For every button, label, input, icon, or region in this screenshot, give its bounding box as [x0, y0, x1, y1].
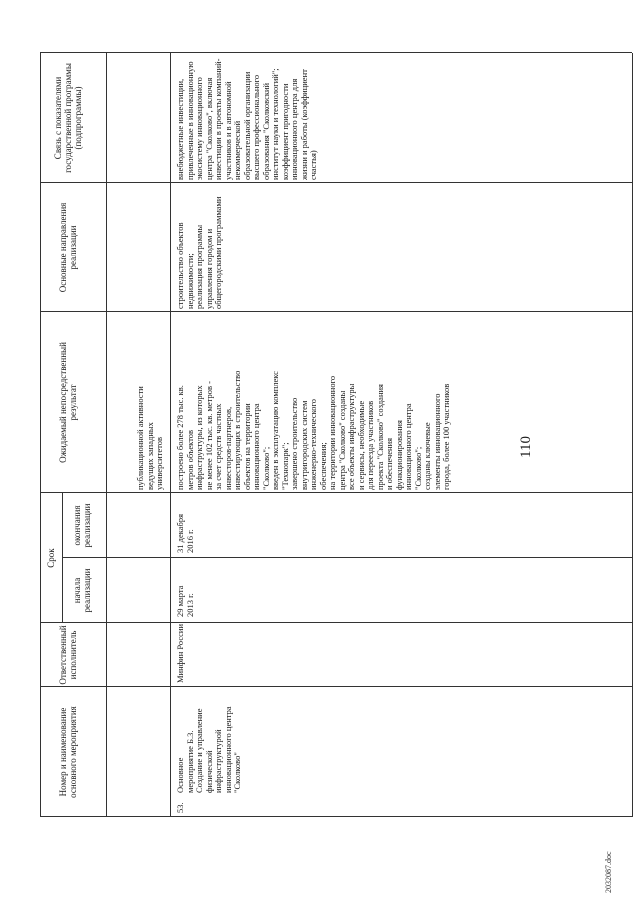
col-line-0 — [40, 816, 632, 817]
carryover-result: публикационной активности ведущих западных университетов — [135, 386, 164, 490]
header-directions: Основные направления реализации — [58, 202, 78, 293]
header-start: начала реализации — [72, 568, 92, 613]
header-number-name: Номер и наименование основного мероприятия — [58, 706, 78, 798]
carryover-row-border — [170, 53, 171, 817]
col-line-4 — [40, 492, 632, 493]
col-line-7 — [40, 52, 632, 53]
row-start: 29 марта 2013 г. — [175, 585, 195, 617]
row-number: 53. — [175, 802, 185, 813]
header-result: Ожидаемый непосредственный результат — [58, 342, 78, 463]
header-term: Срок — [46, 548, 56, 568]
row-directions: строительство объектов недвижимости; реализация программы управления городом и общегородскими программами — [175, 196, 223, 309]
header-bottom-border — [106, 53, 107, 817]
term-subheader-line — [62, 493, 63, 623]
footer-doc-code: 2032087.doc — [604, 851, 613, 893]
row-link: внебюджетные инвестиции, привлеченные в инновационную экосистему инновационного центра "Сколково", включая инвестиции в проекты компаний- участников и в автономной некоммерческой образовательной организации высшего профессионального образования "Сколковский институт науки и технологий"; коэффициент пригодности инновационного центра для жизни и работы (коэффициент счастья) — [175, 58, 318, 180]
col-line-1 — [40, 686, 632, 687]
row-responsible: Минфин России — [175, 623, 185, 683]
row-result: построено более 278 тыс. кв. метров объектов инфраструктуры, из которых не менее 102 тыс. кв. метров - за счет средств частных инвесторов-партнеров, инвестирующих в строительство объектов на территории инновационного центра "Сколково"; введен в эксплуатацию комплекс "Технопарк"; завершено строительство внутригородских систем инженерно-технического обеспечения; на территории инновационного центра "Сколково" созданы все объекты инфраструктуры и сервисы, необходимые для переезда участников проекта "Сколково" создания и обеспечения функционирования инновационного центра "Сколково"; созданы ключевые элементы инновационного города, более 100 участников — [175, 370, 451, 490]
table-bottom-border — [632, 53, 633, 817]
col-line-6 — [40, 182, 632, 183]
table-top-border — [40, 53, 41, 817]
row-end: 31 декабря 2016 г. — [175, 514, 195, 553]
col-line-5 — [40, 311, 632, 312]
col-line-3 — [62, 557, 632, 558]
header-responsible: Ответственный исполнитель — [58, 625, 78, 685]
header-end: окончания реализации — [72, 503, 92, 548]
page-number: 110 — [518, 436, 534, 458]
header-link: Связь с показателями государственной программы (подпрограммы) — [53, 63, 83, 173]
col-line-2 — [40, 622, 632, 623]
row-name: Основное мероприятие Б.3. Создание и управление физической инфраструктурой инновационного центра "Сколково" — [175, 706, 242, 793]
